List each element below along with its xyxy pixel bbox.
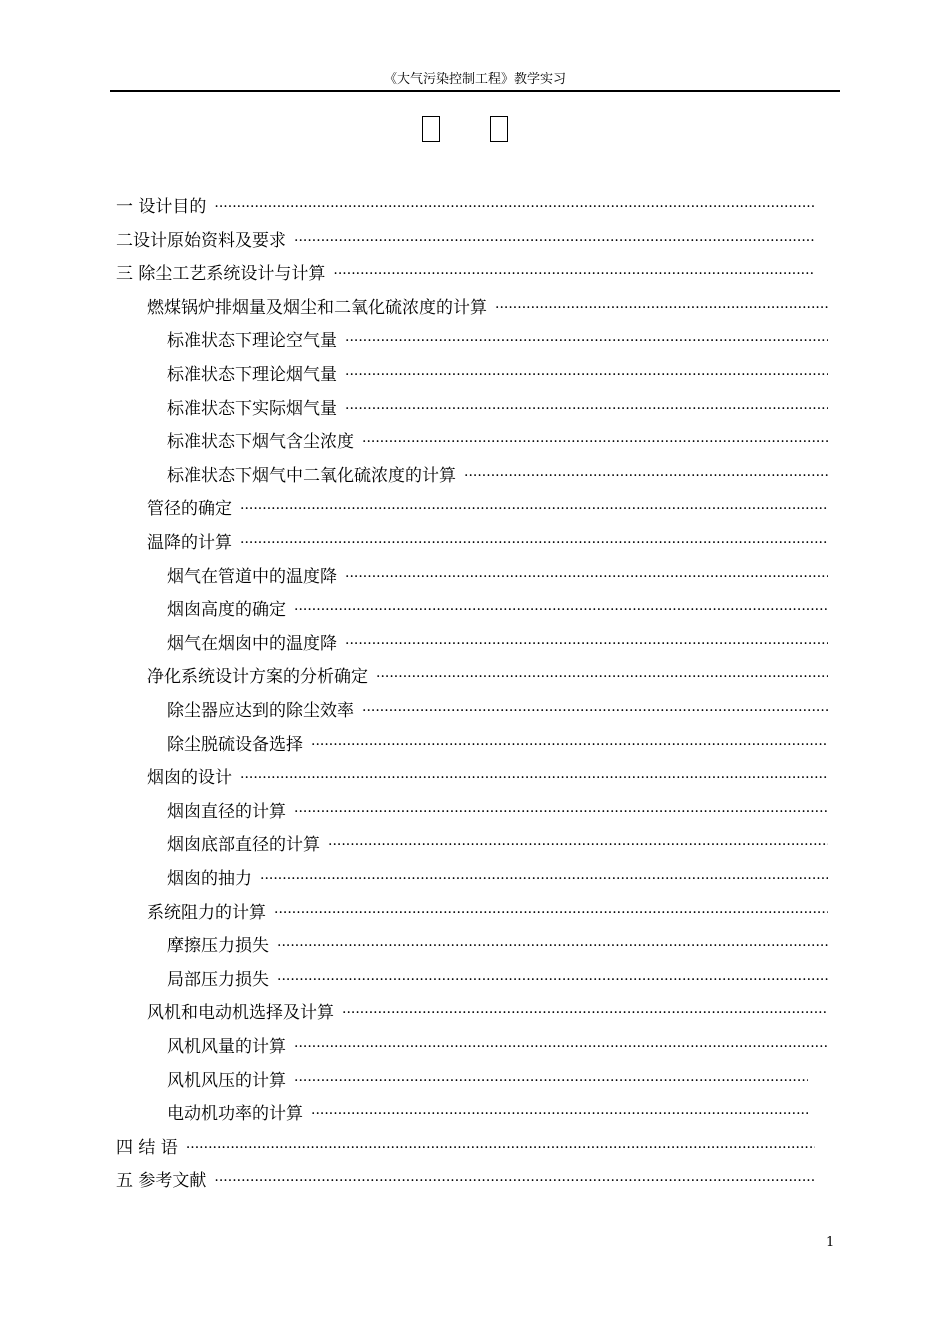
header-title: 《大气污染控制工程》教学实习	[383, 72, 566, 87]
toc-entry-text: 三 除尘工艺系统设计与计算	[116, 264, 326, 285]
toc-entry-text: 管径的确定	[147, 499, 232, 520]
toc-leader-dots	[362, 698, 828, 724]
toc-leader-dots	[186, 1135, 815, 1161]
toc-leader-dots	[277, 933, 828, 959]
toc-entry-text: 燃煤锅炉排烟量及烟尘和二氧化硫浓度的计算	[147, 297, 487, 318]
toc-entry-text: 系统阻力的计算	[147, 902, 266, 923]
toc-title-char-2	[490, 116, 508, 142]
toc-entry-text: 标准状态下理论烟气量	[167, 365, 337, 385]
toc-entry[interactable]	[167, 732, 828, 758]
toc-entry[interactable]	[167, 799, 828, 825]
toc-entry-text: 四 结 语	[116, 1137, 178, 1158]
toc-entry-text: 摩擦压力损失	[167, 936, 269, 957]
toc-entry-text: 烟囱的设计	[147, 768, 232, 789]
toc-entry[interactable]	[147, 496, 828, 522]
toc-entry[interactable]	[167, 832, 828, 858]
toc-entry-text: 烟囱直径的计算	[167, 801, 286, 822]
toc-entry[interactable]	[116, 228, 815, 254]
toc-entry[interactable]	[167, 698, 828, 724]
toc-entry-text: 烟囱底部直径的计算	[167, 835, 320, 856]
toc-leader-dots	[311, 1101, 808, 1127]
toc-entry-text: 除尘器应达到的除尘效率	[167, 701, 354, 721]
toc-leader-dots	[294, 799, 828, 825]
toc-entry[interactable]	[167, 463, 828, 489]
toc-entry-text: 标准状态下实际烟气量	[167, 398, 337, 419]
toc-entry-text: 烟囱的抽力	[167, 869, 252, 889]
toc-entry[interactable]	[147, 1000, 828, 1026]
toc-leader-dots	[260, 866, 828, 892]
toc-entry[interactable]	[147, 295, 828, 321]
page-header	[110, 72, 840, 92]
toc-entry[interactable]	[116, 194, 815, 220]
toc-leader-dots	[277, 967, 828, 993]
toc-entry-text: 风机和电动机选择及计算	[147, 1003, 334, 1024]
toc-entry-text: 风机风压的计算	[167, 1070, 286, 1091]
toc-entry[interactable]	[167, 564, 828, 590]
toc-leader-dots	[240, 530, 828, 556]
toc-leader-dots	[345, 362, 828, 388]
toc-entry-text: 烟气在烟囱中的温度降	[167, 633, 337, 654]
toc-entry-text: 标准状态下烟气中二氧化硫浓度的计算	[167, 465, 456, 486]
toc-entry[interactable]	[147, 900, 828, 926]
toc-leader-dots	[376, 664, 828, 690]
toc-entry[interactable]	[167, 396, 828, 422]
toc-leader-dots	[362, 429, 828, 455]
toc-entry-text: 烟囱高度的确定	[167, 600, 286, 621]
toc-entry[interactable]	[167, 1068, 808, 1094]
toc-entry[interactable]	[167, 1034, 828, 1060]
toc-leader-dots	[294, 1034, 828, 1060]
toc-entry-text: 除尘脱硫设备选择	[167, 734, 303, 755]
toc-entry-text: 净化系统设计方案的分析确定	[147, 667, 368, 688]
toc-leader-dots	[495, 295, 828, 321]
toc-entry[interactable]	[147, 765, 828, 791]
page-number: 1	[826, 1235, 835, 1250]
toc-entry[interactable]	[116, 1135, 815, 1161]
toc-entry-text: 烟气在管道中的温度降	[167, 566, 337, 587]
toc-entry-text: 电动机功率的计算	[167, 1104, 303, 1125]
toc-leader-dots	[214, 194, 815, 220]
toc-leader-dots	[464, 463, 828, 489]
toc-entry[interactable]	[167, 328, 828, 354]
toc-title-char-1	[422, 116, 440, 142]
toc-leader-dots	[311, 732, 828, 758]
toc-entry-text: 二设计原始资料及要求	[116, 230, 286, 251]
toc-entry[interactable]	[167, 362, 828, 388]
toc-entry-text: 标准状态下烟气含尘浓度	[167, 432, 354, 453]
toc-leader-dots	[240, 765, 828, 791]
toc-entry-text: 风机风量的计算	[167, 1037, 286, 1057]
toc-entry-text: 标准状态下理论空气量	[167, 331, 337, 352]
toc-entry[interactable]	[167, 631, 828, 657]
toc-leader-dots	[274, 900, 828, 926]
toc-leader-dots	[294, 1068, 808, 1094]
toc-entry-text: 五 参考文献	[116, 1171, 207, 1192]
toc-leader-dots	[294, 228, 815, 254]
toc-entry[interactable]	[116, 261, 815, 287]
toc-leader-dots	[345, 396, 828, 422]
toc-entry-text: 局部压力损失	[167, 969, 269, 990]
toc-leader-dots	[294, 597, 828, 623]
toc-entry[interactable]	[167, 597, 828, 623]
toc-entry[interactable]	[167, 429, 828, 455]
toc-leader-dots	[328, 832, 828, 858]
toc-entry[interactable]	[147, 530, 828, 556]
toc-title	[0, 116, 930, 142]
toc-entry[interactable]	[167, 1101, 808, 1127]
toc-leader-dots	[345, 564, 828, 590]
toc-entry[interactable]	[167, 967, 828, 993]
toc-leader-dots	[345, 631, 828, 657]
toc-entry[interactable]	[147, 664, 828, 690]
toc-leader-dots	[345, 328, 828, 354]
toc-entry[interactable]	[167, 933, 828, 959]
toc-entry[interactable]	[116, 1168, 815, 1194]
toc-leader-dots	[214, 1168, 815, 1194]
toc-leader-dots	[342, 1000, 828, 1026]
toc-entry-text: 一 设计目的	[116, 197, 207, 217]
toc-entry[interactable]	[167, 866, 828, 892]
toc-entry-text: 温降的计算	[147, 533, 232, 553]
toc-leader-dots	[333, 261, 815, 287]
toc-leader-dots	[240, 496, 828, 522]
